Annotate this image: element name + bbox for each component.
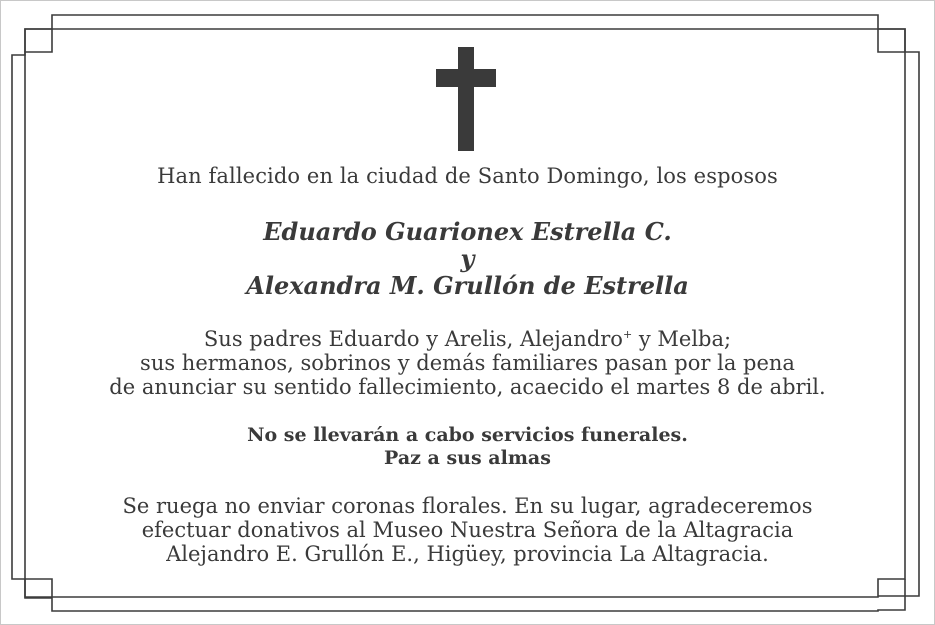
request-line-1: Se ruega no enviar coronas florales. En su lugar, agradeceremos: [122, 494, 813, 518]
services-text: No se llevarán a cabo servicios funerales.: [247, 424, 688, 446]
peace-text: Paz a sus almas: [384, 447, 551, 469]
family-line-1-text: Sus padres Eduardo y Arelis, Alejandro: [203, 327, 623, 351]
intro-text: Han fallecido en la ciudad de Santo Domingo, los esposos: [157, 164, 778, 188]
family-line-2: sus hermanos, sobrinos y demás familiares pasan por la pena: [140, 351, 795, 375]
family-line-1: [0, 323, 935, 351]
donation-request: [0, 494, 935, 566]
request-line-2: efectuar donativos al Museo Nuestra Señora de la Altagracia: [141, 518, 794, 542]
deceased-names: [0, 218, 935, 299]
deceased-name-1: Eduardo Guarionex Estrella C.: [263, 217, 672, 246]
deceased-mark: +: [622, 328, 633, 341]
request-line-3: Alejandro E. Grullón E., Higüey, provincia La Altagracia.: [166, 542, 769, 566]
family-paragraph: [0, 323, 935, 399]
connector: y: [460, 244, 475, 273]
cross-icon: [436, 47, 496, 151]
family-line-1-end: y Melba;: [632, 327, 732, 351]
services-notice: [0, 424, 935, 470]
deceased-name-2: Alexandra M. Grullón de Estrella: [246, 271, 689, 300]
family-line-3: de anunciar su sentido fallecimiento, acaecido el martes 8 de abril.: [109, 375, 826, 399]
